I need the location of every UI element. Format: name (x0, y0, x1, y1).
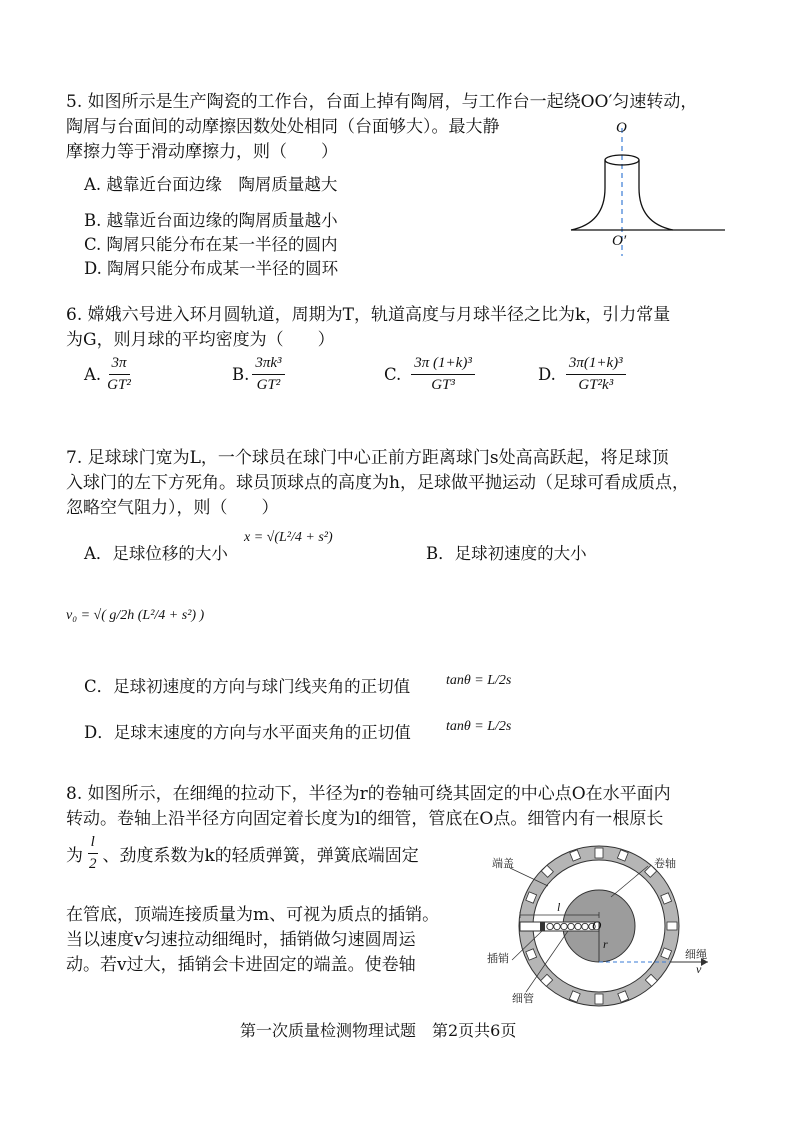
q5-option-d: D. 陶屑只能分布成某一半径的圆环 (84, 259, 339, 278)
q6-option-b-fraction (252, 354, 284, 395)
q7-option-d-formula: tanθ = L/2s (446, 719, 512, 734)
q7-line3: 忽略空气阻力），则（ ） (66, 498, 279, 518)
q8-half-length-fraction (86, 833, 100, 874)
q6-option-a-fraction (104, 354, 134, 395)
q8-line6: 动。若v过大，插销会卡进固定的端盖。使卷轴 (66, 955, 416, 975)
q7-option-a-formula: x = √(L²/4 + s²) (244, 530, 333, 545)
q8-line3-prefix: 为 (66, 846, 83, 866)
q7-line2: 入球门的左下方死角。球员顶球点的高度为h，足球做平抛运动（足球可看成质点， (66, 473, 689, 493)
q5-axis-label-o-prime: O′ (612, 233, 627, 249)
q5-option-b: B. 越靠近台面边缘的陶屑质量越小 (84, 211, 338, 230)
q6-option-c-denominator: GT³ (431, 377, 455, 393)
q5-turntable-figure (565, 118, 735, 258)
q7-option-d: D．足球末速度的方向与水平面夹角的正切值 (84, 723, 411, 742)
q6-option-d-label: D. (538, 365, 556, 384)
q8-fig-end-cap-label: 端盖 (492, 858, 514, 870)
q7-line1: 7. 足球球门宽为L，一个球员在球门中心正前方距离球门s处高高跃起，将足球顶 (66, 448, 669, 468)
q5-line1: 5. 如图所示是生产陶瓷的工作台，台面上掉有陶屑，与工作台一起绕OO′匀速转动， (66, 92, 698, 112)
q6-option-a-denominator: GT² (107, 377, 131, 393)
q6-option-c (384, 354, 478, 395)
q7-option-a: A．足球位移的大小 (84, 544, 228, 563)
q6-option-c-numerator: 3π (1+k)³ (411, 354, 475, 375)
q8-fig-reel-label: 卷轴 (654, 858, 676, 870)
q8-fig-length-label: l (557, 900, 561, 914)
q8-line2: 转动。卷轴上沿半径方向固定着长度为l的细管，管底在O点。细管内有一根原长 (66, 809, 664, 829)
q6-option-b-numerator: 3πk³ (252, 354, 284, 375)
q6-option-b-denominator: GT² (256, 377, 281, 393)
q8-fig-rope-label: 细绳 (685, 949, 707, 961)
q6-option-b-label: B. (232, 365, 250, 384)
q7-option-b: B．足球初速度的大小 (426, 544, 587, 563)
q6-option-b (232, 354, 288, 395)
q8-line3 (66, 833, 419, 874)
q7-option-c: C．足球初速度的方向与球门线夹角的正切值 (84, 677, 411, 696)
q8-fraction-numerator: l (88, 833, 98, 854)
q8-fig-tube-label: 细管 (512, 993, 534, 1005)
q8-fig-velocity-label: v (696, 962, 702, 976)
q7-option-c-formula: tanθ = L/2s (446, 673, 512, 688)
q6-option-d-denominator: GT²k³ (578, 377, 614, 393)
q8-fig-pin-label: 插销 (487, 953, 509, 965)
q8-line3-suffix: 、劲度系数为k的轻质弹簧，弹簧底端固定 (102, 846, 419, 866)
q8-line4: 在管底，顶端连接质量为m、可视为质点的插销。 (66, 905, 440, 925)
q6-option-c-label: C. (384, 365, 402, 384)
q8-fig-center-label: O (592, 918, 602, 933)
q5-line2: 陶屑与台面间的动摩擦因数处处相同（台面够大）。最大静 (66, 117, 500, 137)
q6-option-c-fraction (411, 354, 475, 395)
q5-option-a: A. 越靠近台面边缘 陶屑质量越大 (84, 175, 338, 194)
q6-option-d-fraction (566, 354, 626, 395)
q8-fraction-denominator: 2 (89, 856, 97, 872)
q8-line5: 当以速度v匀速拉动细绳时，插销做匀速圆周运 (66, 930, 416, 950)
q5-axis-label-o: O (616, 120, 627, 136)
q6-option-d (538, 354, 629, 395)
q6-option-a-label: A. (84, 365, 102, 384)
q8-fig-radius-label: r (603, 937, 608, 951)
q8-line1: 8. 如图所示，在细绳的拉动下，半径为r的卷轴可绕其固定的中心点O在水平面内 (66, 784, 671, 804)
q6-option-d-numerator: 3π(1+k)³ (566, 354, 626, 375)
q6-line2: 为G，则月球的平均密度为（ ） (66, 330, 335, 350)
q6-option-a (84, 354, 137, 395)
q6-line1: 6. 嫦娥六号进入环月圆轨道，周期为T，轨道高度与月球半径之比为k，引力常量 (66, 305, 671, 325)
q6-option-a-numerator: 3π (109, 354, 130, 375)
q5-line3: 摩擦力等于滑动摩擦力，则（ ） (66, 142, 338, 162)
q7-option-b-formula: v₀ = √( g/2h (L²/4 + s²) ) (66, 608, 205, 623)
page-footer: 第一次质量检测物理试题 第2页共6页 (240, 1021, 517, 1040)
q5-option-c: C. 陶屑只能分布在某一半径的圆内 (84, 235, 338, 254)
